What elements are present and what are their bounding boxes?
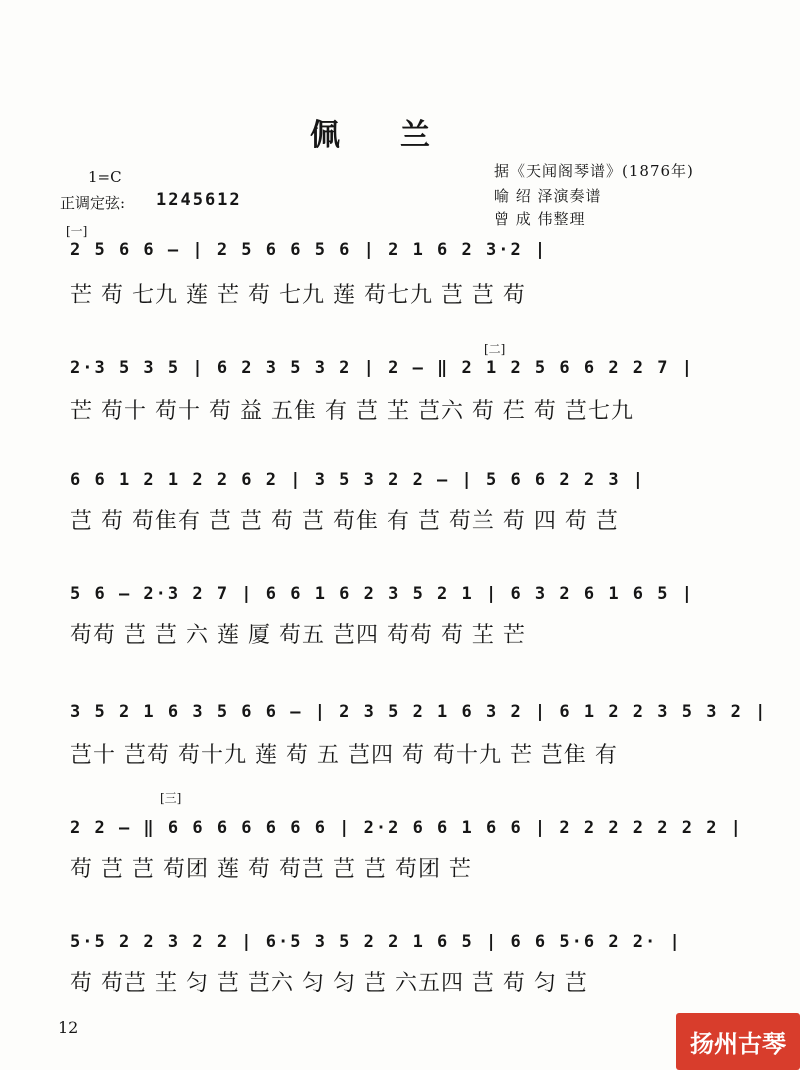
notation-line: 2 5 6 6 — | 2 5 6 6 5 6 | 2 1 6 2 3·2 | bbox=[70, 240, 548, 260]
page-number: 12 bbox=[58, 1018, 79, 1037]
tablature-line: 苟苟 芑 芑 六 莲 厦 苟五 芑四 苟苟 苟 芏 芒 bbox=[70, 623, 526, 648]
notation-line: 6 6 1 2 1 2 2 6 2 | 3 5 3 2 2 — | 5 6 6 2 2 3 | bbox=[70, 470, 646, 490]
editor-note: 曾 成 伟整理 bbox=[494, 210, 586, 228]
notation-line: 2·3 5 3 5 | 6 2 3 5 3 2 | 2 — ‖ 2 1 2 5 6 6 2 2 7 | bbox=[70, 358, 694, 378]
performer-note: 喻 绍 泽演奏谱 bbox=[494, 187, 602, 205]
tuning-value: 1245612 bbox=[156, 190, 242, 210]
piece-title: 佩兰 bbox=[310, 118, 490, 153]
source-note: 据《天闻阁琴谱》(1876年) bbox=[494, 162, 694, 180]
section-marker-two: [二] bbox=[484, 342, 506, 356]
tablature-line: 芒 苟 七九 莲 芒 苟 七九 莲 苟七九 芑 芑 苟 bbox=[70, 283, 526, 308]
watermark-logo: 扬州古琴 bbox=[676, 1013, 800, 1070]
tablature-line: 芑十 芑苟 苟十九 莲 苟 五 芑四 苟 苟十九 芒 芑隹 有 bbox=[70, 743, 618, 768]
tuning-label: 正调定弦: bbox=[60, 194, 126, 212]
notation-line: 2 2 — ‖ 6 6 6 6 6 6 6 | 2·2 6 6 1 6 6 | 2 2 2 2 2 2 2 | bbox=[70, 818, 743, 838]
notation-line: 5·5 2 2 3 2 2 | 6·5 3 5 2 2 1 6 5 | 6 6 5·6 2 2· | bbox=[70, 932, 682, 952]
tablature-line: 芒 苟十 苟十 苟 益 五隹 有 芑 芏 芑六 苟 芢 苟 芑七九 bbox=[70, 399, 634, 424]
tablature-line: 苟 芑 芑 苟团 莲 苟 苟芑 芑 芑 苟团 芒 bbox=[70, 857, 472, 882]
key-signature: 1=C bbox=[88, 168, 122, 186]
tablature-line: 苟 苟芑 芏 匀 芑 芑六 匀 匀 芑 六五四 芑 苟 匀 芑 bbox=[70, 971, 588, 996]
section-marker-one: [一] bbox=[66, 224, 88, 238]
section-marker-three: [三] bbox=[160, 791, 182, 805]
tablature-line: 芑 苟 苟隹有 芑 芑 苟 芑 苟隹 有 芑 苟兰 苟 四 苟 芑 bbox=[70, 509, 619, 534]
notation-line: 5 6 — 2·3 2 7 | 6 6 1 6 2 3 5 2 1 | 6 3 2 6 1 6 5 | bbox=[70, 584, 694, 604]
notation-line: 3 5 2 1 6 3 5 6 6 — | 2 3 5 2 1 6 3 2 | 6 1 2 2 3 5 3 2 | bbox=[70, 702, 768, 722]
